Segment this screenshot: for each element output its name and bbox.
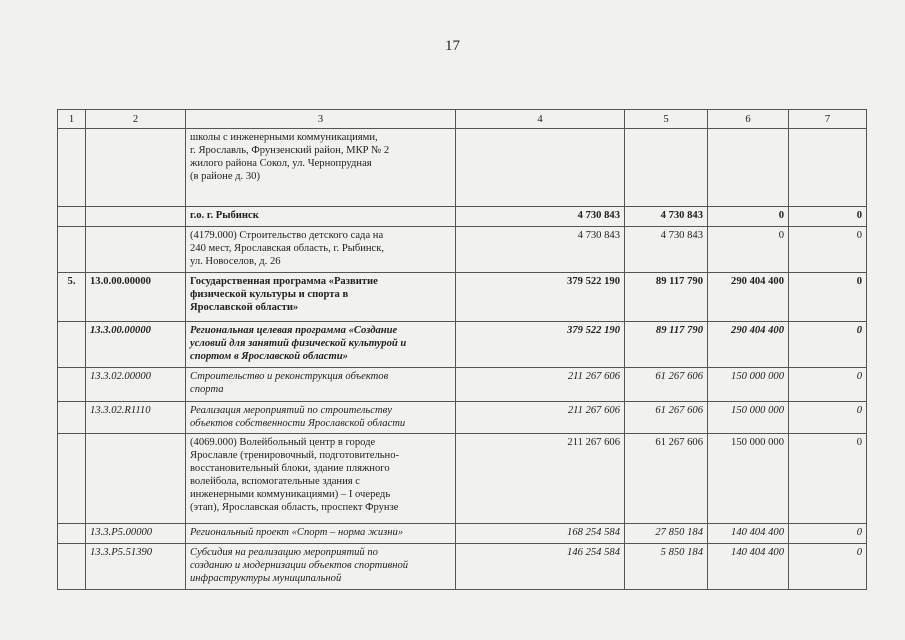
header-cell-7: 7 bbox=[789, 110, 867, 129]
cell-code: 13.3.02.R1110 bbox=[86, 402, 186, 434]
cell-col5: 61 267 606 bbox=[625, 402, 708, 434]
cell-col5: 4 730 843 bbox=[625, 207, 708, 227]
cell-total: 146 254 584 bbox=[456, 544, 625, 590]
header-cell-5: 5 bbox=[625, 110, 708, 129]
cell-name: Реализация мероприятий по строительству объектов собственности Ярославской области bbox=[186, 402, 456, 434]
table-header-row bbox=[58, 110, 867, 129]
cell-code bbox=[86, 207, 186, 227]
cell-total: 4 730 843 bbox=[456, 227, 625, 273]
table-row bbox=[58, 322, 867, 368]
cell-col6: 290 404 400 bbox=[708, 273, 789, 322]
header-cell-1: 1 bbox=[58, 110, 86, 129]
cell-col7 bbox=[789, 129, 867, 207]
cell-number bbox=[58, 402, 86, 434]
cell-code: 13.3.00.00000 bbox=[86, 322, 186, 368]
cell-name: Строительство и реконструкция объектов спорта bbox=[186, 368, 456, 402]
cell-name: Региональная целевая программа «Создание условий для занятий физической культурой и спортом в Ярославской области» bbox=[186, 322, 456, 368]
cell-col5: 61 267 606 bbox=[625, 368, 708, 402]
cell-code: 13.3.P5.00000 bbox=[86, 524, 186, 544]
table-row bbox=[58, 544, 867, 590]
cell-col6: 140 404 400 bbox=[708, 524, 789, 544]
cell-name: Государственная программа «Развитие физической культуры и спорта в Ярославской области» bbox=[186, 273, 456, 322]
budget-table bbox=[57, 109, 867, 590]
cell-number bbox=[58, 207, 86, 227]
cell-col5: 61 267 606 bbox=[625, 434, 708, 524]
cell-col7: 0 bbox=[789, 368, 867, 402]
cell-code bbox=[86, 227, 186, 273]
table-row bbox=[58, 227, 867, 273]
cell-total: 211 267 606 bbox=[456, 402, 625, 434]
cell-name: (4179.000) Строительство детского сада на 240 мест, Ярославская область, г. Рыбинск, ул. Новоселов, д. 26 bbox=[186, 227, 456, 273]
cell-name: школы с инженерными коммуникациями, г. Ярославль, Фрунзенский район, МКР № 2 жилого района Сокол, ул. Чернопрудная (в районе д. 30) bbox=[186, 129, 456, 207]
cell-code bbox=[86, 434, 186, 524]
cell-name: г.о. г. Рыбинск bbox=[186, 207, 456, 227]
cell-number bbox=[58, 322, 86, 368]
cell-code: 13.3.P5.51390 bbox=[86, 544, 186, 590]
cell-number bbox=[58, 227, 86, 273]
cell-col6: 0 bbox=[708, 227, 789, 273]
cell-col7: 0 bbox=[789, 544, 867, 590]
header-cell-4: 4 bbox=[456, 110, 625, 129]
cell-col6: 140 404 400 bbox=[708, 544, 789, 590]
cell-total: 211 267 606 bbox=[456, 368, 625, 402]
cell-col7: 0 bbox=[789, 524, 867, 544]
cell-col7: 0 bbox=[789, 434, 867, 524]
cell-name: (4069.000) Волейбольный центр в городе Ярославле (тренировочный, подготовительно- восстановительный блоки, здание пляжного волейбола, вспомогательные здания с инженерными коммуникациями) – I очередь (этап), Ярославская область, проспект Фрунзе bbox=[186, 434, 456, 524]
cell-number bbox=[58, 434, 86, 524]
cell-col5: 4 730 843 bbox=[625, 227, 708, 273]
cell-number bbox=[58, 544, 86, 590]
cell-code: 13.0.00.00000 bbox=[86, 273, 186, 322]
header-cell-3: 3 bbox=[186, 110, 456, 129]
cell-col7: 0 bbox=[789, 273, 867, 322]
header-cell-6: 6 bbox=[708, 110, 789, 129]
cell-col7: 0 bbox=[789, 402, 867, 434]
cell-col6: 290 404 400 bbox=[708, 322, 789, 368]
cell-total: 211 267 606 bbox=[456, 434, 625, 524]
cell-code bbox=[86, 129, 186, 207]
cell-number bbox=[58, 129, 86, 207]
cell-col5: 27 850 184 bbox=[625, 524, 708, 544]
cell-total: 168 254 584 bbox=[456, 524, 625, 544]
cell-number bbox=[58, 368, 86, 402]
header-cell-2: 2 bbox=[86, 110, 186, 129]
cell-col6: 150 000 000 bbox=[708, 434, 789, 524]
cell-col6: 150 000 000 bbox=[708, 368, 789, 402]
cell-col5: 89 117 790 bbox=[625, 322, 708, 368]
cell-code: 13.3.02.00000 bbox=[86, 368, 186, 402]
cell-col5 bbox=[625, 129, 708, 207]
cell-col6: 0 bbox=[708, 207, 789, 227]
page-number: 17 bbox=[445, 38, 460, 54]
cell-total bbox=[456, 129, 625, 207]
cell-col6: 150 000 000 bbox=[708, 402, 789, 434]
cell-total: 379 522 190 bbox=[456, 322, 625, 368]
cell-col5: 5 850 184 bbox=[625, 544, 708, 590]
cell-total: 379 522 190 bbox=[456, 273, 625, 322]
cell-col7: 0 bbox=[789, 322, 867, 368]
cell-total: 4 730 843 bbox=[456, 207, 625, 227]
cell-col6 bbox=[708, 129, 789, 207]
cell-col7: 0 bbox=[789, 207, 867, 227]
cell-number: 5. bbox=[58, 273, 86, 322]
table-row bbox=[58, 434, 867, 524]
table-row bbox=[58, 207, 867, 227]
cell-name: Региональный проект «Спорт – норма жизни» bbox=[186, 524, 456, 544]
cell-col5: 89 117 790 bbox=[625, 273, 708, 322]
table-row bbox=[58, 524, 867, 544]
table-row bbox=[58, 402, 867, 434]
cell-col7: 0 bbox=[789, 227, 867, 273]
table-row bbox=[58, 273, 867, 322]
cell-number bbox=[58, 524, 86, 544]
table-row bbox=[58, 129, 867, 207]
cell-name: Субсидия на реализацию мероприятий по созданию и модернизации объектов спортивной инфраструктуры муниципальной bbox=[186, 544, 456, 590]
table-row bbox=[58, 368, 867, 402]
